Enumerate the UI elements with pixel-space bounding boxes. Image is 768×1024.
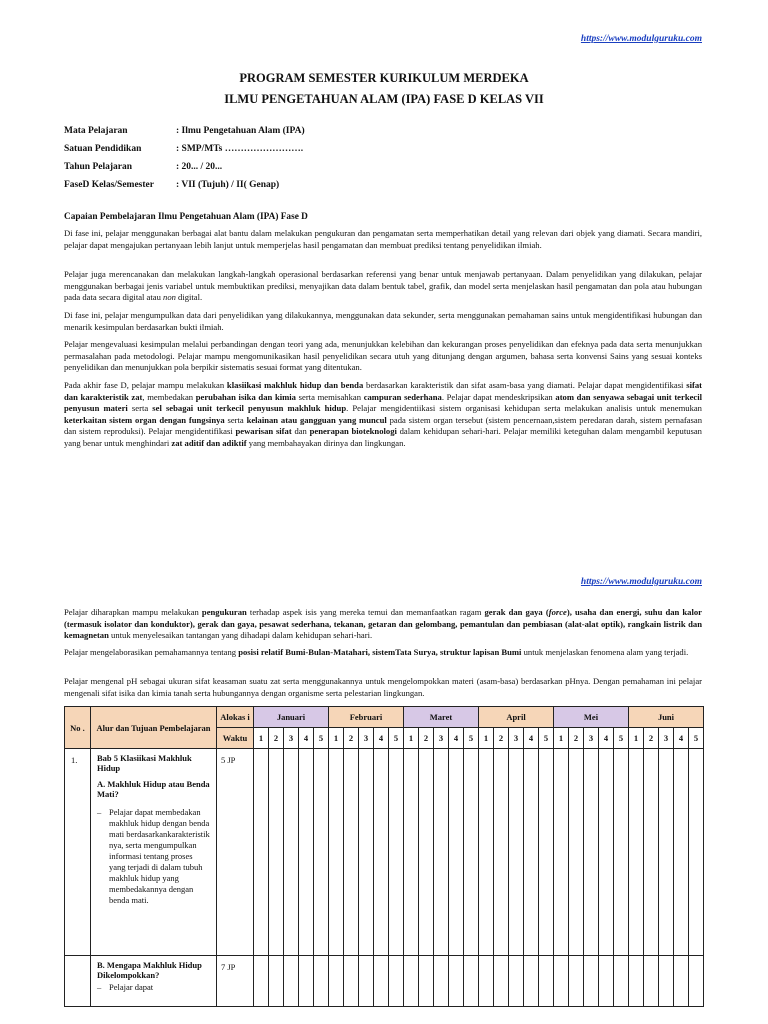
schedule-cell: [389, 749, 404, 956]
text-run: Pelajar juga merencanakan dan melakukan langkah-langkah operasional berdasarkan referensi yang benar untuk menjawab pertanyaan. Dalam penyelidikan yang dilakukan, pelajar menggunakan berbagai jenis variabel untuk membuktikan prediksi, menyajikan data dalam bentuk tabel, grafik, dan model serta menjelaskan hasil pengamatan dan pola atau hubungan pada data secara digital atau: [64, 269, 702, 303]
text-run: struktur lapisan Bumi: [439, 647, 522, 657]
week-header: 2: [644, 728, 659, 749]
schedule-cell: [644, 749, 659, 956]
cp-heading: Capaian Pembelajaran Ilmu Pengetahuan Alam (IPA) Fase D: [64, 212, 308, 222]
schedule-cell: [479, 749, 494, 956]
meta-value: : Ilmu Pengetahuan Alam (IPA): [176, 126, 305, 136]
month-header: Juni: [629, 707, 704, 728]
meta-value: : 20... / 20...: [176, 162, 223, 172]
text-run: . Pelajar dapat mendeskripsikan: [441, 391, 556, 402]
week-header: 5: [389, 728, 404, 749]
text-run: yang membahayakan dirinya dan lingkungan.: [246, 437, 406, 448]
schedule-cell: [539, 749, 554, 956]
schedule-cell: [284, 956, 299, 1007]
text-run: untuk menyelesaikan tantangan yang dihadapi dalam kehidupan sehari-hari.: [108, 630, 373, 641]
paragraph: Pelajar mengevaluasi kesimpulan melalui perbandingan dengan teori yang ada, menunjukkan kelebihan dan kekurangan proses penyelidikan dan efeknya pada data serta menunjukkan permasalahan pada metodologi. Pelajar mampu mengomunikasikan hasil penyelidikan secara utuh yang ditunjang dengan argumen, bahasa serta konvensi Sains yang sesuai konteks penyelidikan dan menunjukkan pola berpikir sistematis sesuai format yang ditentukan.: [64, 339, 702, 373]
paragraph: [64, 647, 702, 659]
schedule-cell: [434, 749, 449, 956]
week-header: 4: [599, 728, 614, 749]
month-header: Maret: [404, 707, 479, 728]
month-header: Mei: [554, 707, 629, 728]
schedule-cell: [419, 956, 434, 1007]
schedule-cell: [329, 749, 344, 956]
week-header: 4: [524, 728, 539, 749]
text-run: kelainan atau gangguan yang muncul: [246, 414, 387, 425]
alur-cell: [91, 956, 217, 1007]
schedule-cell: [344, 749, 359, 956]
paragraph: [64, 269, 702, 304]
week-header: 4: [299, 728, 314, 749]
text-run: gerak dan gaya (: [484, 607, 549, 617]
text-run: untuk menjelaskan fenomena alam yang terjadi.: [521, 647, 689, 657]
text-run: digital.: [175, 292, 203, 303]
text-run: pada sistem organ tersebut (sistem pencernaan,sistem peredaran darah, sistem pernafasan dan sistem reproduksi). Pelajar mengidentifikasi: [64, 414, 703, 437]
week-header: 4: [374, 728, 389, 749]
text-run: sifat dan karakteristik zat: [64, 380, 702, 402]
meta-key: Mata Pelajaran: [64, 126, 128, 136]
month-header: Januari: [254, 707, 329, 728]
bullet-dash: –: [97, 807, 102, 817]
text-run: dalam kehidupan sehari-hari. Pelajar memiliki keteguhan dalam mengambil keputusan yang benar untuk menghindari: [64, 426, 702, 448]
doc-subtitle: ILMU PENGETAHUAN ALAM (IPA) FASE D KELAS VII: [224, 92, 544, 106]
paragraph: [64, 607, 702, 642]
text-run: klasiikasi makhluk hidup dan benda: [226, 380, 364, 390]
schedule-cell: [464, 956, 479, 1007]
text-run: non: [163, 292, 176, 303]
week-header: 3: [584, 728, 599, 749]
schedule-cell: [314, 749, 329, 956]
time-allocation: 5 JP: [217, 749, 254, 956]
schedule-cell: [419, 749, 434, 956]
schedule-cell: [434, 956, 449, 1007]
text-run: . Pelajar mengidentiikasi sistem organisasi kehidupan serta melakukan analisis untuk menemukan: [346, 403, 702, 414]
list-item-text: Pelajar dapat membedakan makhluk hidup dengan benda mati berdasarkankarakteristik nya, serta mengumpulkan informasi tentang proses yang terjadi di dalam tubuh makhluk hidup yang membedakannya dengan benda mati.: [109, 807, 210, 905]
meta-row: [64, 126, 305, 144]
schedule-cell: [254, 956, 269, 1007]
website-link[interactable]: https://www.modulguruku.com: [580, 577, 702, 587]
chapter-title: Bab 5 Klasiikasi Makhluk Hidup: [97, 753, 192, 773]
week-header: 1: [629, 728, 644, 749]
meta-block: [64, 126, 305, 198]
bullet-dash: –: [97, 982, 102, 992]
schedule-cell: [554, 956, 569, 1007]
text-run: pewarisan sifat: [235, 426, 292, 437]
schedule-cell: [569, 749, 584, 956]
text-run: ), usaha dan energi, suhu dan kalor (termasuk isolator dan konduktor), gerak dan gaya, pesawat sederhana, tekanan, getaran dan gelombang, pemantulan dan pembiasan (alat-alat optik), rangkain listrik dan kemagnetan: [64, 607, 702, 641]
week-header: 2: [344, 728, 359, 749]
schedule-cell: [689, 749, 704, 956]
text-run: pengukuran: [201, 607, 247, 617]
text-run: serta memisahkan: [295, 391, 364, 402]
schedule-cell: [299, 956, 314, 1007]
schedule-cell: [584, 749, 599, 956]
schedule-cell: [524, 956, 539, 1007]
meta-row: [64, 180, 305, 198]
schedule-cell: [374, 956, 389, 1007]
schedule-cell: [674, 956, 689, 1007]
meta-key: Satuan Pendidikan: [64, 144, 142, 154]
month-header: Februari: [329, 707, 404, 728]
week-header: 1: [254, 728, 269, 749]
paragraph: Di fase ini, pelajar mengumpulkan data dari penyelidikan yang dilakukannya, menggunakan data sekunder, serta menggunakan pemahaman sains untuk mengidentifikasi hubungan dan menarik kesimpulan berdasarkan bukti ilmiah.: [64, 310, 702, 332]
header-alur: Alur dan Tujuan Pembelajaran: [91, 707, 217, 749]
list-item: [97, 807, 210, 906]
text-run: Pelajar diharapkan mampu melakukan: [64, 607, 202, 617]
week-header: 5: [689, 728, 704, 749]
month-header: April: [479, 707, 554, 728]
week-header: 1: [329, 728, 344, 749]
meta-value: : VII (Tujuh) / II( Genap): [176, 180, 280, 190]
week-header: 1: [404, 728, 419, 749]
schedule-cell: [449, 749, 464, 956]
schedule-cell: [509, 956, 524, 1007]
schedule-cell: [374, 749, 389, 956]
text-run: sel sebagai unit terkecil penyusun makhluk hidup: [152, 403, 347, 414]
paragraph: Di fase ini, pelajar menggunakan berbagai alat bantu dalam melakukan pengukuran dan pengamatan serta memperhatikan detail yang relevan dari objek yang diamati. Secara mandiri, pelajar dapat mengajukan pertanyaan lebih lanjut untuk memperjelas hasil pengamatan dan membuat prediksi tentang penyelidikan ilmiah.: [64, 228, 702, 250]
schedule-cell: [644, 956, 659, 1007]
schedule-cell: [554, 749, 569, 956]
schedule-cell: [269, 956, 284, 1007]
header-no: No .: [65, 707, 91, 749]
alur-cell: [91, 749, 217, 956]
header-alokasi: Alokas i: [217, 707, 254, 728]
schedule-cell: [524, 749, 539, 956]
schedule-cell: [614, 956, 629, 1007]
text-run: serta: [224, 414, 247, 425]
header-waktu: Waktu: [217, 728, 254, 749]
schedule-cell: [659, 956, 674, 1007]
paragraph: [64, 380, 702, 450]
schedule-cell: [599, 956, 614, 1007]
schedule-cell: [299, 749, 314, 956]
week-header: 1: [479, 728, 494, 749]
schedule-cell: [254, 749, 269, 956]
meta-row: [64, 144, 305, 162]
week-header: 5: [614, 728, 629, 749]
week-header: 3: [509, 728, 524, 749]
schedule-cell: [359, 749, 374, 956]
website-link[interactable]: https://www.modulguruku.com: [580, 34, 702, 44]
week-header: 3: [284, 728, 299, 749]
week-header: 5: [539, 728, 554, 749]
schedule-cell: [314, 956, 329, 1007]
paragraph: Pelajar mengenal pH sebagai ukuran sifat keasaman suatu zat serta menggunakannya untuk mengelompokkan materi (asam-basa) berdasarkan pHnya. Dengan pemahaman ini pelajar mengenali sifat isika dan kimia tanah serta hubungannya dengan organisme serta pelestarian lingkungan.: [64, 676, 702, 698]
schedule-cell: [599, 749, 614, 956]
schedule-cell: [629, 956, 644, 1007]
schedule-cell: [389, 956, 404, 1007]
schedule-cell: [584, 956, 599, 1007]
text-run: dan: [291, 426, 310, 437]
schedule-cell: [659, 749, 674, 956]
week-header: 2: [419, 728, 434, 749]
week-header: 2: [269, 728, 284, 749]
text-run: terhadap aspek isis yang mereka temui dan memanfaatkan ragam: [246, 607, 485, 617]
schedule-cell: [359, 956, 374, 1007]
list-item: [97, 982, 210, 993]
time-allocation: 7 JP: [217, 956, 254, 1007]
meta-row: [64, 162, 305, 180]
meta-key: FaseD Kelas/Semester: [64, 180, 154, 190]
schedule-cell: [464, 749, 479, 956]
week-header: 1: [554, 728, 569, 749]
text-run: , membedakan: [142, 391, 196, 402]
week-header: 4: [449, 728, 464, 749]
text-run: campuran sederhana: [363, 391, 442, 402]
row-number: [65, 956, 91, 1007]
meta-value: : SMP/MTs …………………….: [176, 144, 304, 154]
week-header: 5: [464, 728, 479, 749]
schedule-cell: [674, 749, 689, 956]
schedule-cell: [404, 956, 419, 1007]
schedule-cell: [569, 956, 584, 1007]
schedule-cell: [539, 956, 554, 1007]
schedule-cell: [284, 749, 299, 956]
text-run: posisi relatif Bumi-Bulan-Matahari,: [238, 647, 371, 657]
text-run: Pada akhir fase D, pelajar mampu melakukan: [64, 380, 227, 390]
row-number: 1.: [65, 749, 91, 956]
schedule-cell: [344, 956, 359, 1007]
text-run: force: [548, 607, 567, 617]
program-table: [64, 706, 704, 1007]
week-header: 3: [359, 728, 374, 749]
week-header: 4: [674, 728, 689, 749]
schedule-cell: [494, 749, 509, 956]
text-run: perubahan isika dan kimia: [195, 391, 296, 402]
text-run: penerapan bioteknologi: [309, 426, 397, 437]
week-header: 3: [659, 728, 674, 749]
schedule-cell: [629, 749, 644, 956]
text-run: berdasarkan karakteristik dan sifat asam-basa yang diamati. Pelajar dapat mengidentifikasi: [363, 380, 687, 390]
schedule-cell: [689, 956, 704, 1007]
meta-key: Tahun Pelajaran: [64, 162, 133, 172]
schedule-cell: [509, 749, 524, 956]
schedule-cell: [614, 749, 629, 956]
schedule-cell: [449, 956, 464, 1007]
topic-title: B. Mengapa Makhluk Hidup Dikelompokkan?: [97, 960, 202, 980]
week-header: 5: [314, 728, 329, 749]
text-run: zat aditif dan adiktif: [171, 437, 247, 448]
week-header: 2: [494, 728, 509, 749]
schedule-cell: [494, 956, 509, 1007]
week-header: 3: [434, 728, 449, 749]
text-run: atom dan senyawa sebagai unit terkecil penyusun materi: [64, 391, 702, 414]
schedule-cell: [329, 956, 344, 1007]
schedule-cell: [269, 749, 284, 956]
text-run: Pelajar mengelaborasikan pemahamannya tentang: [64, 647, 239, 657]
week-header: 2: [569, 728, 584, 749]
doc-title: PROGRAM SEMESTER KURIKULUM MERDEKA: [239, 71, 529, 85]
text-run: serta: [127, 403, 153, 414]
text-run: keterkaitan sistem organ dengan fungsinya: [64, 414, 225, 425]
schedule-cell: [479, 956, 494, 1007]
topic-title: A. Makhluk Hidup atau Benda Mati?: [97, 779, 210, 799]
text-run: sistemTata Surya,: [370, 647, 440, 657]
schedule-cell: [404, 749, 419, 956]
list-item-text: Pelajar dapat: [109, 982, 154, 992]
